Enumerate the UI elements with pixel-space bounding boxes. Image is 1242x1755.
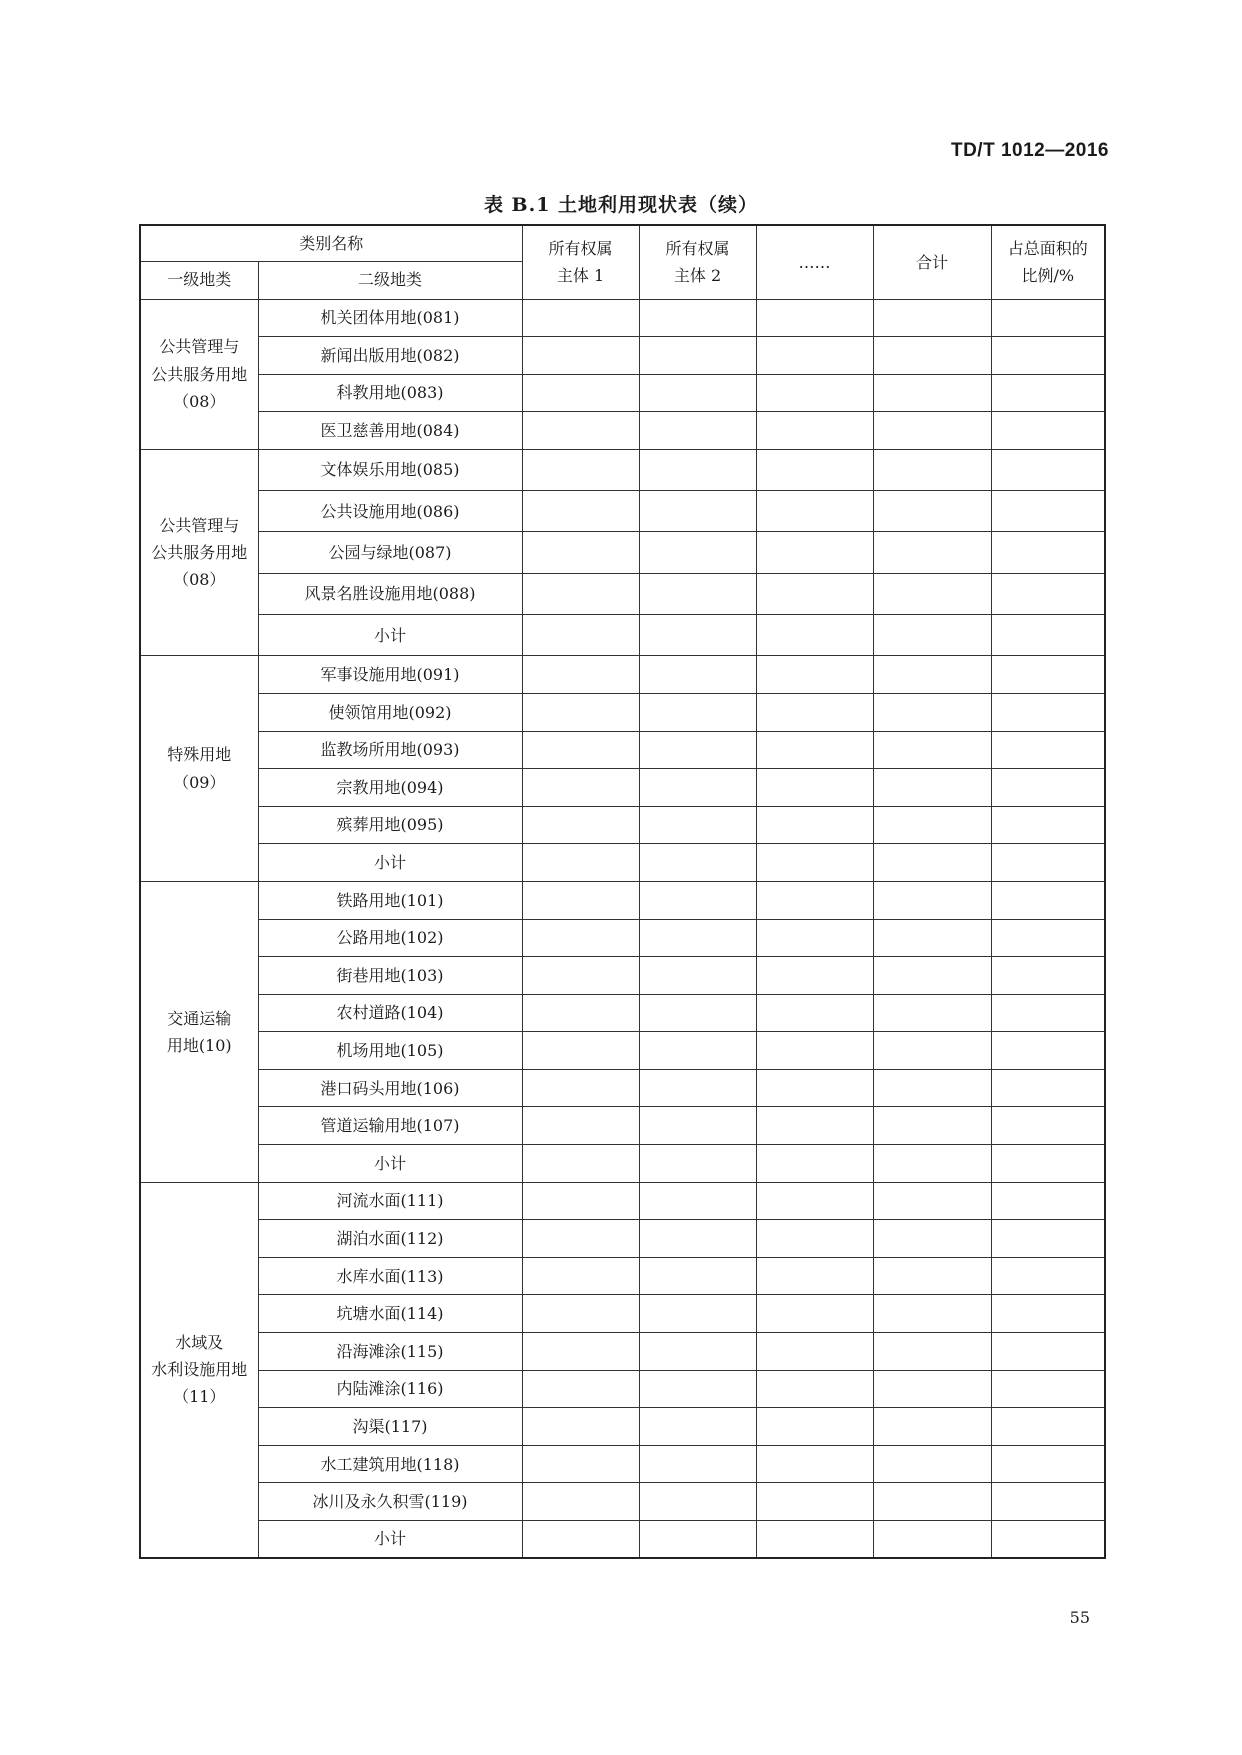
table-row: [140, 1257, 1105, 1295]
empty-value-cell: [991, 1445, 1105, 1483]
empty-value-cell: [756, 1333, 873, 1371]
table-row: [140, 1182, 1105, 1220]
empty-value-cell: [522, 844, 639, 882]
empty-value-cell: [522, 615, 639, 656]
empty-value-cell: [991, 1182, 1105, 1220]
empty-value-cell: [756, 532, 873, 573]
empty-value-cell: [522, 1069, 639, 1107]
empty-value-cell: [991, 806, 1105, 844]
empty-value-cell: [991, 337, 1105, 375]
table-row: [140, 1145, 1105, 1183]
empty-value-cell: [756, 994, 873, 1032]
table-row: [140, 769, 1105, 807]
empty-value-cell: [873, 1257, 991, 1295]
empty-value-cell: [873, 1069, 991, 1107]
level-1-category-line: 特殊用地: [167, 745, 232, 765]
empty-value-cell: [522, 693, 639, 731]
table-row: [140, 656, 1105, 694]
level-1-category: [140, 881, 258, 1182]
empty-value-cell: [991, 1408, 1105, 1446]
table-row: [140, 449, 1105, 490]
empty-value-cell: [991, 1257, 1105, 1295]
empty-value-cell: [991, 769, 1105, 807]
level-2-category: 街巷用地(103): [258, 957, 522, 995]
empty-value-cell: [756, 449, 873, 490]
empty-value-cell: [639, 656, 756, 694]
empty-value-cell: [522, 1257, 639, 1295]
level-2-category: 水工建筑用地(118): [258, 1445, 522, 1483]
empty-value-cell: [522, 957, 639, 995]
empty-value-cell: [991, 844, 1105, 882]
empty-value-cell: [873, 881, 991, 919]
empty-value-cell: [522, 1408, 639, 1446]
table-row: [140, 881, 1105, 919]
empty-value-cell: [756, 806, 873, 844]
empty-value-cell: [522, 1182, 639, 1220]
level-2-category: 沟渠(117): [258, 1408, 522, 1446]
level-2-category: 湖泊水面(112): [258, 1220, 522, 1258]
empty-value-cell: [756, 731, 873, 769]
empty-value-cell: [873, 491, 991, 532]
level-2-category: 水库水面(113): [258, 1257, 522, 1295]
table-row: [140, 1445, 1105, 1483]
header-category-name: 类别名称: [140, 225, 522, 261]
level-1-category-line: 公共管理与: [159, 515, 240, 535]
empty-value-cell: [873, 1521, 991, 1559]
table-row: [140, 374, 1105, 412]
empty-value-cell: [756, 1182, 873, 1220]
table-row: [140, 491, 1105, 532]
empty-value-cell: [873, 573, 991, 614]
empty-value-cell: [873, 1295, 991, 1333]
table-row: [140, 615, 1105, 656]
empty-value-cell: [639, 299, 756, 337]
empty-value-cell: [522, 1521, 639, 1559]
level-1-category-line: 水利设施用地: [151, 1360, 248, 1380]
empty-value-cell: [991, 449, 1105, 490]
empty-value-cell: [873, 299, 991, 337]
table-row: [140, 919, 1105, 957]
empty-value-cell: [991, 412, 1105, 450]
header-level-2: 二级地类: [258, 261, 522, 299]
empty-value-cell: [522, 1333, 639, 1371]
empty-value-cell: [991, 881, 1105, 919]
table-row: [140, 532, 1105, 573]
level-1-category-line: （08）: [173, 391, 226, 411]
empty-value-cell: [873, 615, 991, 656]
empty-value-cell: [522, 1445, 639, 1483]
empty-value-cell: [639, 919, 756, 957]
empty-value-cell: [639, 573, 756, 614]
level-1-category-line: 公共管理与: [159, 337, 240, 357]
empty-value-cell: [522, 449, 639, 490]
empty-value-cell: [991, 1483, 1105, 1521]
level-2-category: 港口码头用地(106): [258, 1069, 522, 1107]
empty-value-cell: [756, 957, 873, 995]
empty-value-cell: [639, 1145, 756, 1183]
empty-value-cell: [756, 1408, 873, 1446]
empty-value-cell: [639, 491, 756, 532]
table-row: [140, 693, 1105, 731]
level-1-category-line: （11）: [173, 1387, 226, 1407]
empty-value-cell: [873, 844, 991, 882]
empty-value-cell: [639, 1032, 756, 1070]
empty-value-cell: [639, 957, 756, 995]
empty-value-cell: [756, 656, 873, 694]
level-2-category: 铁路用地(101): [258, 881, 522, 919]
empty-value-cell: [873, 374, 991, 412]
empty-value-cell: [991, 994, 1105, 1032]
empty-value-cell: [639, 412, 756, 450]
level-2-category: 沿海滩涂(115): [258, 1333, 522, 1371]
table-row: [140, 1521, 1105, 1559]
empty-value-cell: [991, 731, 1105, 769]
empty-value-cell: [873, 1107, 991, 1145]
subtotal-label: 小计: [258, 615, 522, 656]
empty-value-cell: [639, 1295, 756, 1333]
empty-value-cell: [756, 1521, 873, 1559]
empty-value-cell: [639, 532, 756, 573]
empty-value-cell: [522, 769, 639, 807]
header-owner-1-line-1: 所有权属: [548, 239, 613, 259]
empty-value-cell: [522, 731, 639, 769]
header-ratio-line-1: 占总面积的: [1007, 239, 1088, 259]
empty-value-cell: [639, 1069, 756, 1107]
empty-value-cell: [756, 299, 873, 337]
empty-value-cell: [873, 1445, 991, 1483]
empty-value-cell: [873, 919, 991, 957]
empty-value-cell: [756, 412, 873, 450]
empty-value-cell: [756, 615, 873, 656]
empty-value-cell: [756, 1257, 873, 1295]
empty-value-cell: [756, 491, 873, 532]
subtotal-label: 小计: [258, 1521, 522, 1559]
empty-value-cell: [639, 1521, 756, 1559]
empty-value-cell: [991, 299, 1105, 337]
table-row: [140, 1370, 1105, 1408]
empty-value-cell: [756, 769, 873, 807]
level-2-category: 监教场所用地(093): [258, 731, 522, 769]
empty-value-cell: [873, 449, 991, 490]
empty-value-cell: [873, 656, 991, 694]
empty-value-cell: [522, 299, 639, 337]
empty-value-cell: [522, 919, 639, 957]
table-row: [140, 1483, 1105, 1521]
empty-value-cell: [522, 491, 639, 532]
empty-value-cell: [991, 1295, 1105, 1333]
empty-value-cell: [873, 1182, 991, 1220]
empty-value-cell: [639, 1408, 756, 1446]
empty-value-cell: [873, 1333, 991, 1371]
level-2-category: 殡葬用地(095): [258, 806, 522, 844]
level-2-category: 公园与绿地(087): [258, 532, 522, 573]
empty-value-cell: [873, 1220, 991, 1258]
empty-value-cell: [639, 615, 756, 656]
empty-value-cell: [756, 1220, 873, 1258]
table-title: 表 B.1 土地利用现状表（续）: [483, 194, 759, 216]
empty-value-cell: [756, 1370, 873, 1408]
empty-value-cell: [522, 656, 639, 694]
header-owner-1-line-2: 主体 1: [556, 266, 605, 286]
level-1-category-line: （08）: [173, 570, 226, 590]
empty-value-cell: [756, 1145, 873, 1183]
empty-value-cell: [873, 337, 991, 375]
empty-value-cell: [639, 994, 756, 1032]
header-owner-2-line-1: 所有权属: [665, 239, 730, 259]
empty-value-cell: [873, 1370, 991, 1408]
level-1-category-line: 公共服务用地: [151, 364, 248, 384]
table-row: [140, 1408, 1105, 1446]
empty-value-cell: [639, 844, 756, 882]
empty-value-cell: [522, 881, 639, 919]
empty-value-cell: [522, 1483, 639, 1521]
empty-value-cell: [873, 994, 991, 1032]
level-2-category: 农村道路(104): [258, 994, 522, 1032]
level-1-category-line: 交通运输: [167, 1008, 232, 1028]
empty-value-cell: [873, 769, 991, 807]
empty-value-cell: [991, 957, 1105, 995]
empty-value-cell: [639, 1370, 756, 1408]
empty-value-cell: [991, 656, 1105, 694]
table-row: [140, 1295, 1105, 1333]
empty-value-cell: [991, 693, 1105, 731]
table-row: [140, 412, 1105, 450]
empty-value-cell: [522, 806, 639, 844]
empty-value-cell: [522, 994, 639, 1032]
page-number: 55: [1069, 1608, 1090, 1627]
level-2-category: 坑塘水面(114): [258, 1295, 522, 1333]
empty-value-cell: [756, 1483, 873, 1521]
empty-value-cell: [756, 573, 873, 614]
empty-value-cell: [522, 1370, 639, 1408]
header-ellipsis: ……: [756, 225, 873, 299]
empty-value-cell: [522, 412, 639, 450]
empty-value-cell: [873, 806, 991, 844]
table-row: [140, 731, 1105, 769]
empty-value-cell: [639, 374, 756, 412]
empty-value-cell: [756, 919, 873, 957]
empty-value-cell: [873, 412, 991, 450]
level-1-category-line: （09）: [173, 772, 226, 792]
empty-value-cell: [991, 1107, 1105, 1145]
empty-value-cell: [991, 919, 1105, 957]
table-row: [140, 299, 1105, 337]
header-owner-1: [522, 225, 639, 299]
level-2-category: 使领馆用地(092): [258, 693, 522, 731]
empty-value-cell: [639, 693, 756, 731]
header-total: 合计: [873, 225, 991, 299]
header-level-1: 一级地类: [140, 261, 258, 299]
level-2-category: 军事设施用地(091): [258, 656, 522, 694]
empty-value-cell: [756, 1107, 873, 1145]
empty-value-cell: [991, 1333, 1105, 1371]
table-row: [140, 844, 1105, 882]
empty-value-cell: [756, 374, 873, 412]
empty-value-cell: [873, 693, 991, 731]
level-2-category: 新闻出版用地(082): [258, 337, 522, 375]
header-ratio: [991, 225, 1105, 299]
level-1-category: [140, 449, 258, 655]
level-2-category: 冰川及永久积雪(119): [258, 1483, 522, 1521]
level-2-category: 内陆滩涂(116): [258, 1370, 522, 1408]
empty-value-cell: [756, 881, 873, 919]
empty-value-cell: [756, 1032, 873, 1070]
empty-value-cell: [639, 731, 756, 769]
level-1-category: [140, 1182, 258, 1558]
level-2-category: 文体娱乐用地(085): [258, 449, 522, 490]
table-row: [140, 806, 1105, 844]
empty-value-cell: [639, 769, 756, 807]
empty-value-cell: [522, 374, 639, 412]
empty-value-cell: [873, 957, 991, 995]
table-row: [140, 1220, 1105, 1258]
table-row: [140, 994, 1105, 1032]
level-2-category: 河流水面(111): [258, 1182, 522, 1220]
empty-value-cell: [522, 1032, 639, 1070]
table-body: [140, 299, 1105, 1558]
table-row: [140, 337, 1105, 375]
level-2-category: 风景名胜设施用地(088): [258, 573, 522, 614]
level-2-category: 医卫慈善用地(084): [258, 412, 522, 450]
empty-value-cell: [756, 1295, 873, 1333]
empty-value-cell: [522, 532, 639, 573]
empty-value-cell: [522, 337, 639, 375]
empty-value-cell: [639, 1220, 756, 1258]
level-1-category-line: 水域及: [175, 1333, 224, 1353]
level-2-category: 机关团体用地(081): [258, 299, 522, 337]
empty-value-cell: [522, 1107, 639, 1145]
empty-value-cell: [639, 1257, 756, 1295]
level-2-category: 公共设施用地(086): [258, 491, 522, 532]
empty-value-cell: [639, 1445, 756, 1483]
empty-value-cell: [756, 1069, 873, 1107]
empty-value-cell: [756, 337, 873, 375]
empty-value-cell: [991, 1220, 1105, 1258]
empty-value-cell: [756, 693, 873, 731]
empty-value-cell: [991, 491, 1105, 532]
level-1-category-line: 用地(10): [166, 1035, 232, 1055]
table-row: [140, 1032, 1105, 1070]
level-2-category: 管道运输用地(107): [258, 1107, 522, 1145]
header-ratio-line-2: 比例/%: [1021, 266, 1075, 286]
empty-value-cell: [639, 449, 756, 490]
empty-value-cell: [991, 374, 1105, 412]
level-1-category: [140, 299, 258, 449]
empty-value-cell: [873, 731, 991, 769]
empty-value-cell: [991, 1370, 1105, 1408]
header-owner-2: [639, 225, 756, 299]
empty-value-cell: [873, 1145, 991, 1183]
empty-value-cell: [873, 532, 991, 573]
empty-value-cell: [522, 1220, 639, 1258]
table-row: [140, 1107, 1105, 1145]
empty-value-cell: [991, 532, 1105, 573]
empty-value-cell: [873, 1408, 991, 1446]
table-row: [140, 1333, 1105, 1371]
subtotal-label: 小计: [258, 844, 522, 882]
header-owner-2-line-2: 主体 2: [673, 266, 722, 286]
empty-value-cell: [639, 881, 756, 919]
empty-value-cell: [639, 1182, 756, 1220]
empty-value-cell: [639, 1333, 756, 1371]
empty-value-cell: [639, 337, 756, 375]
table-row: [140, 1069, 1105, 1107]
empty-value-cell: [991, 573, 1105, 614]
empty-value-cell: [639, 806, 756, 844]
level-2-category: 科教用地(083): [258, 374, 522, 412]
empty-value-cell: [873, 1032, 991, 1070]
table-row: [140, 957, 1105, 995]
level-2-category: 公路用地(102): [258, 919, 522, 957]
empty-value-cell: [991, 1145, 1105, 1183]
land-use-table: [139, 224, 1106, 1559]
level-1-category-line: 公共服务用地: [151, 543, 248, 563]
level-1-category: [140, 656, 258, 882]
empty-value-cell: [991, 1069, 1105, 1107]
standard-code: TD/T 1012—2016: [950, 140, 1109, 161]
empty-value-cell: [522, 573, 639, 614]
level-2-category: 宗教用地(094): [258, 769, 522, 807]
level-2-category: 机场用地(105): [258, 1032, 522, 1070]
subtotal-label: 小计: [258, 1145, 522, 1183]
empty-value-cell: [991, 1521, 1105, 1559]
empty-value-cell: [756, 844, 873, 882]
empty-value-cell: [639, 1107, 756, 1145]
empty-value-cell: [522, 1145, 639, 1183]
empty-value-cell: [991, 615, 1105, 656]
empty-value-cell: [639, 1483, 756, 1521]
empty-value-cell: [873, 1483, 991, 1521]
empty-value-cell: [991, 1032, 1105, 1070]
table-row: [140, 573, 1105, 614]
empty-value-cell: [756, 1445, 873, 1483]
empty-value-cell: [522, 1295, 639, 1333]
